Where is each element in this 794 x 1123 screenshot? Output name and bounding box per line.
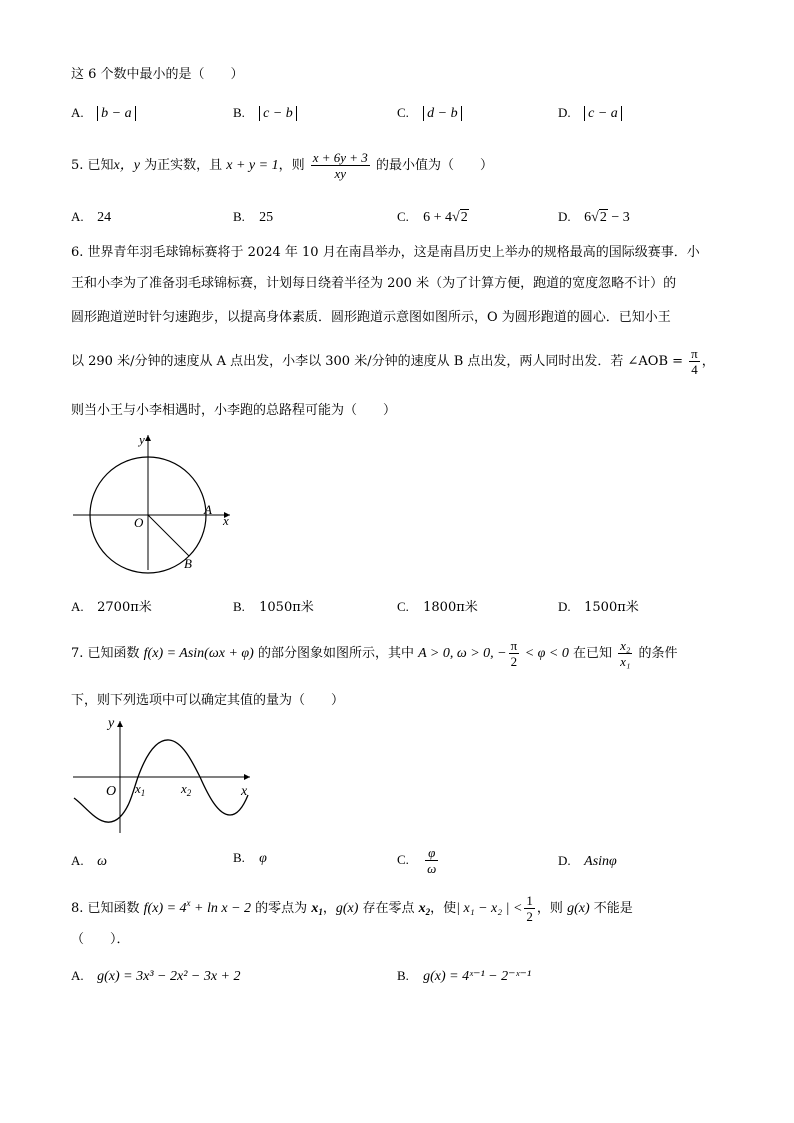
q7-condition-2: < φ < 0 [521, 646, 569, 661]
q8-line-2: （ ）． [71, 932, 130, 947]
q8-option-b[interactable] [397, 968, 531, 985]
q6-line-4-tail: ， [701, 354, 715, 369]
q7-stem [71, 638, 678, 670]
fig1-x-label: x [223, 513, 229, 528]
x-axis-arrow [244, 774, 250, 780]
q5-stem [71, 150, 493, 181]
q6-line-5: 则当小王与小李相遇时，小李跑的总路程可能为（ ） [71, 403, 397, 418]
q5-option-d[interactable] [558, 209, 630, 226]
q8-prefix: 8. 已知函数 [71, 901, 144, 916]
q8-fraction-den: 2 [526, 909, 533, 924]
option-expr: c − b [259, 106, 297, 121]
q7-fraction-2 [618, 638, 632, 669]
option-fraction-den: ω [427, 861, 437, 876]
option-text: g(x) = 4ˣ⁻¹ − 2⁻ˣ⁻¹ [423, 969, 532, 984]
q5-option-b[interactable] [233, 209, 273, 226]
q7-fraction-1-num: π [510, 638, 518, 653]
q7-line-2: 下，则下列选项中可以确定其值的量为（ ） [71, 693, 345, 708]
fig2-x1-label: $x_1$ [135, 781, 146, 798]
sqrt-radicand: 2 [460, 210, 468, 225]
option-text: 1500π米 [584, 600, 639, 615]
q6-line-3: 圆形跑道逆时针匀速跑步，以提高身体素质．圆形跑道示意图如图所示，O 为圆形跑道的圆心．已知小王 [71, 310, 671, 325]
q6-line-4-text: 以 290 米/分钟的速度从 A 点出发，小李以 300 米/分钟的速度从 B 点出发，两人同时出发．若 ∠AOB = [71, 354, 688, 369]
q7-fraction-2-num: x₂ [620, 638, 631, 653]
option-text: φ [259, 851, 267, 866]
fig2-origin-label: O [106, 784, 117, 799]
q5-condition: x + y = 1 [226, 158, 279, 173]
q4-option-b[interactable] [233, 105, 297, 122]
q5-option-a[interactable] [71, 209, 111, 226]
q8-zero-x1: $x_1$ [311, 901, 323, 917]
q6-circle-figure [68, 430, 238, 575]
q4-option-a[interactable] [71, 105, 136, 122]
option-label: A. [71, 853, 84, 868]
option-label: A. [71, 105, 84, 120]
q8-abs-condition: | x₁ − x₂ | < [456, 901, 523, 916]
option-label: C. [397, 209, 409, 224]
option-expr-post: − 3 [607, 210, 630, 225]
q7-option-d[interactable] [558, 853, 617, 870]
option-label: B. [233, 209, 245, 224]
option-expr: d − b [423, 106, 461, 121]
q7-text-b: 的部分图象如图所示，其中 [253, 646, 419, 661]
option-label: D. [558, 209, 571, 224]
q7-option-c[interactable] [397, 845, 440, 876]
option-label: B. [397, 968, 409, 983]
fig1-point-b-label: B [184, 556, 192, 571]
option-label: C. [397, 105, 409, 120]
sqrt-sign: √ [452, 210, 460, 225]
option-text: ω [97, 854, 108, 869]
q8-stem [71, 888, 633, 927]
y-axis-arrow [117, 721, 123, 727]
radius-ob [148, 515, 189, 556]
q6-option-a[interactable] [71, 599, 152, 616]
q8-text-b: 的零点为 [251, 901, 312, 916]
q8-text-d: 存在零点 [358, 901, 419, 916]
q7-fraction-1 [509, 638, 520, 669]
option-label: C. [397, 852, 409, 867]
q8-zero-x2: $x_2$ [418, 901, 431, 917]
q7-prefix: 7. 已知函数 [71, 646, 144, 661]
q5-vars: x，y [113, 158, 140, 173]
y-axis-arrow [145, 435, 151, 441]
fig1-y-label: y [139, 432, 145, 447]
q8-gx: g(x) [335, 901, 359, 916]
q8-fraction [524, 893, 535, 924]
q7-text-c: 在已知 [568, 646, 617, 661]
option-expr: c − a [584, 106, 622, 121]
q6-line-4 [71, 346, 715, 377]
q8-gx-2: g(x) [567, 901, 590, 916]
q5-option-c[interactable] [397, 209, 469, 226]
option-label: A. [71, 209, 84, 224]
q7-function: f(x) = Asin(ωx + φ) [143, 646, 254, 661]
sqrt-radicand: 2 [599, 210, 607, 225]
q6-option-c[interactable] [397, 599, 478, 616]
q7-condition: A > 0, ω > 0, − [418, 646, 507, 661]
q6-angle-fraction [689, 346, 700, 377]
q8-function-rest: + ln x − 2 [190, 901, 252, 916]
option-label: B. [233, 599, 245, 614]
q8-function-exp: x [186, 898, 191, 908]
option-label: D. [558, 599, 571, 614]
option-text: 2700π米 [97, 600, 152, 615]
q5-prefix: 5. 已知 [71, 158, 114, 173]
option-label: B. [233, 105, 245, 120]
option-text: 25 [259, 210, 274, 225]
fig1-origin-label: O [134, 515, 144, 530]
q5-denominator: xy [334, 166, 347, 181]
fig2-x-label: x [241, 784, 248, 799]
option-text: g(x) = 3x³ − 2x² − 3x + 2 [97, 969, 241, 984]
q8-function [143, 898, 252, 916]
q5-numerator: x + 6y + 3 [312, 150, 368, 165]
q6-line-2: 王和小李为了准备羽毛球锦标赛，计划每日绕着半径为 200 米（为了计算方便，跑道的宽度忽略不计）的 [71, 276, 677, 291]
option-text: 1800π米 [423, 600, 478, 615]
sqrt-sign: √ [591, 210, 599, 225]
q8-text-e: ，使 [430, 901, 457, 916]
option-label: A. [71, 599, 84, 614]
q5-text-a: 为正实数，且 [139, 158, 227, 173]
q7-option-a[interactable] [71, 853, 107, 870]
q4-option-c[interactable] [397, 105, 462, 122]
option-expr-pre: 6 + 4 [423, 210, 453, 225]
q5-text-c: 的最小值为（ ） [371, 158, 493, 173]
q8-function-base: f(x) = 4 [143, 901, 187, 916]
option-label: B. [233, 850, 245, 865]
sine-curve [74, 740, 248, 822]
option-label: D. [558, 105, 571, 120]
q7-fraction-2-den: x₁ [620, 654, 631, 669]
fig2-x2-label: $x_2$ [181, 781, 192, 798]
q5-text-b: ，则 [278, 158, 309, 173]
q6-line-1: 6. 世界青年羽毛球锦标赛将于 2024 年 10 月在南昌举办，这是南昌历史上举办的规格最高的国际级赛事．小 [71, 245, 700, 260]
q8-option-a[interactable] [71, 968, 241, 985]
option-expr-pre: 6 [584, 210, 592, 225]
q6-option-d[interactable] [558, 599, 639, 616]
q5-fraction [311, 150, 370, 181]
fig1-point-a-label: A [204, 502, 212, 517]
option-fraction [425, 845, 438, 876]
q8-text-f: ，则 [536, 901, 568, 916]
q8-text-end: 不能是 [589, 901, 633, 916]
option-text: Asinφ [584, 854, 617, 869]
option-text: 24 [97, 210, 112, 225]
option-label: C. [397, 599, 409, 614]
fig2-y-label: y [108, 716, 115, 731]
q7-fraction-1-den: 2 [510, 654, 518, 669]
q6-angle-denominator: 4 [691, 362, 698, 377]
option-label: A. [71, 968, 84, 983]
option-text: 1050π米 [259, 600, 314, 615]
q8-fraction-num: 1 [526, 893, 533, 908]
q7-sine-figure [68, 713, 258, 838]
q4-option-d[interactable] [558, 105, 622, 122]
option-expr: b − a [97, 106, 135, 121]
option-label: D. [558, 853, 571, 868]
q8-text-c: ， [322, 901, 336, 916]
q7-option-b[interactable] [233, 850, 267, 867]
q6-angle-numerator: π [691, 346, 698, 361]
q4-stem-tail: 这 6 个数中最小的是（ ） [71, 67, 244, 82]
option-fraction-num: φ [425, 845, 438, 861]
q6-option-b[interactable] [233, 599, 314, 616]
q7-text-d: 的条件 [634, 646, 678, 661]
